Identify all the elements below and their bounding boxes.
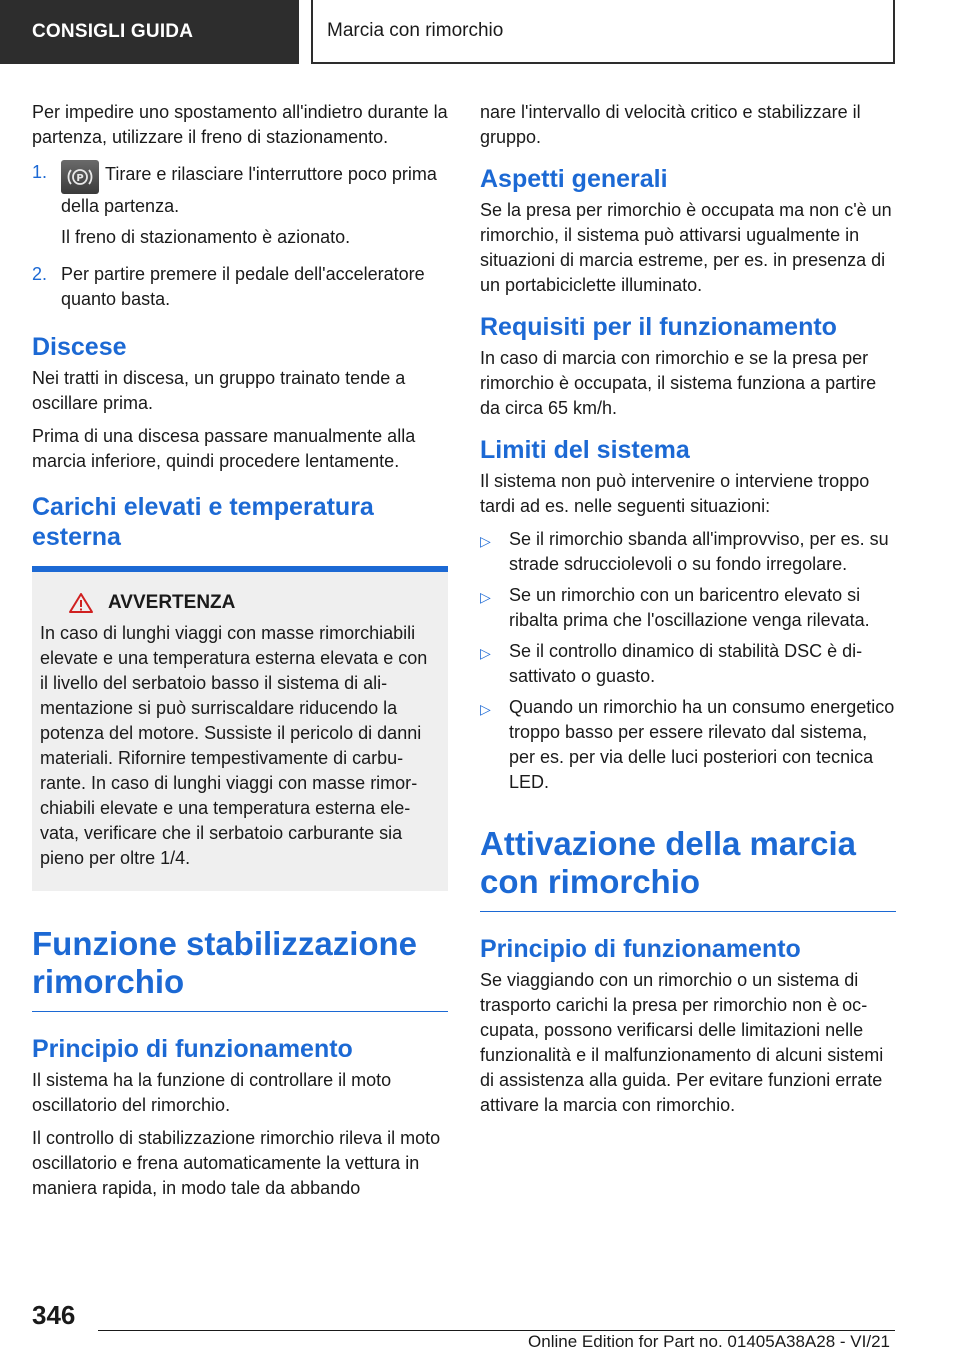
- heading-funzione: Funzione stabilizzazione rimorchio: [32, 925, 448, 1012]
- paragraph-continued: nare l'intervallo di velocità critico e stabilizzare il gruppo.: [480, 102, 861, 147]
- paragraph: In caso di marcia con rimorchio e se la presa per rimorchio è occupata, il sistema funziona a partire da circa 65 km/h.: [480, 348, 877, 418]
- paragraph: Se la presa per rimorchio è occupata ma non c'è un rimorchio, il sistema può attivarsi ugualmente in situazioni di marcia estreme, per es. in presenza di un portabiciclette illuminato.: [480, 200, 892, 295]
- list-item: ▷ Se il rimorchio sbanda all'improvviso, per es. su strade sdrucciolevoli o su fondo irregolare.: [480, 527, 896, 577]
- paragraph: Se viaggiando con un rimorchio o un sistema di trasporto carichi la presa per rimorchio non è occupata, possono verificarsi delle limitazioni nelle funzionalità e il malfunzionamento di alcuni sistemi di assistenza alla guida. Per evitare funzioni errate attivare la marcia con rimorchio.: [480, 970, 884, 1115]
- right-column: [480, 100, 896, 1126]
- chapter-title: Marcia con rimorchio: [311, 0, 895, 64]
- paragraph: Il sistema ha la funzione di controllare il moto oscillatorio del rimorchio.: [32, 1070, 392, 1115]
- page-header: [0, 0, 960, 66]
- heading-principio-2: Principio di funzionamento: [480, 935, 801, 963]
- warning-triangle-icon: [68, 592, 94, 614]
- step-item: [32, 160, 448, 256]
- heading-requisiti: Requisiti per il funzionamento: [480, 313, 837, 341]
- warning-title: AVVERTENZA: [108, 592, 236, 613]
- intro-paragraph: Per impedire uno spostamento all'indietro durante la partenza, utilizzare il freno di stazionamento.: [32, 102, 448, 147]
- footer-divider: [98, 1330, 895, 1331]
- heading-limiti: Limiti del sistema: [480, 436, 690, 464]
- edition-note: Online Edition for Part no. 01405A38A28 - VI/21: [528, 1332, 890, 1351]
- heading-aspetti: Aspetti generali: [480, 165, 668, 193]
- warning-box: [32, 566, 448, 891]
- list-item: ▷ Se il controllo dinamico di stabilità DSC è disattivato o guasto.: [480, 639, 896, 689]
- step-text: Tirare e rilasciare l'interruttore poco prima della partenza.: [61, 164, 437, 216]
- step-item: [32, 262, 448, 318]
- warning-text: In caso di lunghi viaggi con masse rimorchiabili elevate e una temperatura esterna elevata e con il livello del serbatoio basso il sistema di alimentazione si può surriscaldare riducendo la potenza del motore. Sussiste il pericolo di danni materiali. Rifornire tempestivamente di carburante. In caso di lunghi viaggi con masse rimorchiabili elevate e una temperatura esterna elevata, verificare che il serbatoio carburante sia pieno per oltre 1/4.: [40, 623, 428, 868]
- step-number: 1.: [32, 162, 48, 182]
- left-column: [32, 100, 448, 1209]
- step-number: 2.: [32, 264, 48, 284]
- heading-attivazione: Attivazione della marcia con rimorchio: [480, 825, 896, 912]
- paragraph: Il sistema non può intervenire o interviene troppo tardi ad es. nelle seguenti situazioni:: [480, 471, 870, 516]
- heading-discese: Discese: [32, 333, 127, 361]
- paragraph: Nei tratti in discesa, un gruppo trainato tende a oscillare prima.: [32, 368, 406, 413]
- step-note: Il freno di stazionamento è azionato.: [61, 227, 351, 247]
- step-list: [32, 160, 448, 318]
- triangle-bullet-icon: ▷: [480, 533, 491, 549]
- heading-carichi: Carichi elevati e temperatura esterna: [32, 493, 374, 551]
- bullet-list: [480, 527, 896, 795]
- step-text: Per partire premere il pedale dell'acceleratore quanto basta.: [61, 264, 425, 309]
- triangle-bullet-icon: ▷: [480, 589, 491, 605]
- triangle-bullet-icon: ▷: [480, 701, 491, 717]
- list-item: ▷ Quando un rimorchio ha un consumo energetico troppo basso per essere rilevato dal sistema, per es. per via delle luci posteriori con tecnica LED.: [480, 695, 896, 795]
- page-number: 346: [32, 1300, 76, 1330]
- svg-text:P: P: [76, 173, 84, 184]
- paragraph: Il controllo di stabilizzazione rimorchio rileva il moto oscillatorio e frena automaticamente la vettura in maniera rapida, in modo tale da abbando: [32, 1128, 441, 1198]
- heading-principio: Principio di funzionamento: [32, 1035, 353, 1063]
- section-title: CONSIGLI GUIDA: [0, 0, 299, 64]
- parking-brake-icon: [61, 160, 99, 194]
- triangle-bullet-icon: ▷: [480, 645, 491, 661]
- paragraph: Prima di una discesa passare manualmente alla marcia inferiore, quindi procedere lentamente.: [32, 426, 416, 471]
- list-item: ▷ Se un rimorchio con un baricentro elevato si ribalta prima che l'oscillazione venga rilevata.: [480, 583, 896, 633]
